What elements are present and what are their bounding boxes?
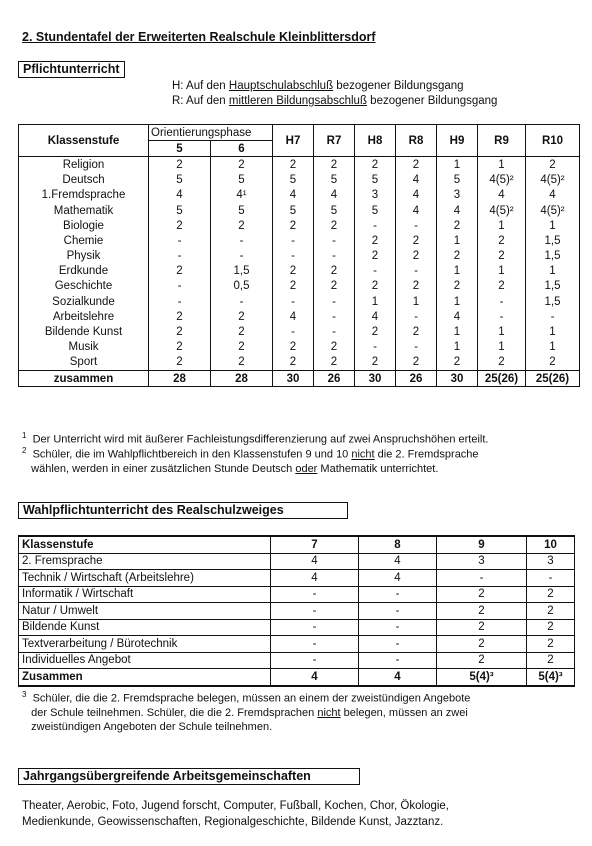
- table-cell: 2: [527, 619, 575, 636]
- table-cell: 2: [314, 340, 355, 355]
- table-cell: 5: [314, 173, 355, 188]
- table-cell: 2: [273, 264, 314, 279]
- table-cell: 5: [437, 173, 478, 188]
- table-cell: 4: [273, 188, 314, 203]
- table-cell: 2: [211, 218, 273, 233]
- table-cell: -: [526, 309, 580, 324]
- row-label: Bildende Kunst: [19, 619, 271, 636]
- table-cell: 4: [437, 309, 478, 324]
- table-cell: -: [273, 294, 314, 309]
- table-cell: 1: [478, 264, 526, 279]
- table-cell: -: [314, 233, 355, 248]
- table-cell: 1: [526, 340, 580, 355]
- table-cell: 2: [273, 355, 314, 371]
- table-cell: 2: [149, 157, 211, 173]
- legend-h-prefix: H: Auf den: [172, 80, 229, 92]
- table-cell: 1: [437, 294, 478, 309]
- table-cell: 5: [273, 173, 314, 188]
- table-row: [19, 355, 580, 371]
- table-cell: 2: [527, 636, 575, 653]
- table-cell: -: [211, 233, 273, 248]
- table-cell: 30: [437, 371, 478, 387]
- row-label: zusammen: [19, 371, 149, 387]
- footnote-mark: 1: [22, 431, 27, 440]
- table-cell: 3: [437, 188, 478, 203]
- table-cell: 1: [396, 294, 437, 309]
- table-row: [19, 218, 580, 233]
- table-cell: 4¹: [211, 188, 273, 203]
- table-cell: -: [271, 586, 359, 603]
- table-cell: -: [314, 249, 355, 264]
- table-cell: 2: [211, 157, 273, 173]
- table-cell: -: [271, 603, 359, 620]
- footnote-3-text-b: der Schule teilnehmen. Schüler, die die 2. Fremdsprachen: [31, 706, 318, 719]
- table2-corner-label: Klassenstufe: [19, 536, 271, 553]
- table-cell: 2: [396, 355, 437, 371]
- table-cell: 2: [478, 355, 526, 371]
- table-cell: 2: [211, 309, 273, 324]
- table-cell: 1: [437, 233, 478, 248]
- table-cell: 30: [355, 371, 396, 387]
- table-cell: 2: [149, 218, 211, 233]
- table-cell: 2: [478, 249, 526, 264]
- table-cell: 2: [396, 279, 437, 294]
- table-cell: 28: [211, 371, 273, 387]
- table-cell: -: [359, 619, 437, 636]
- row-label: Biologie: [19, 218, 149, 233]
- table-cell: 4: [396, 203, 437, 218]
- footnote-1-text: Der Unterricht wird mit äußerer Fachleistungsdifferenzierung auf zwei Anspruchshöhen erteilt.: [32, 433, 489, 446]
- table-cell: 1,5: [526, 233, 580, 248]
- table-cell: 25(26): [478, 371, 526, 387]
- table-row: [19, 157, 580, 173]
- table-cell: 4(5)²: [478, 173, 526, 188]
- table-cell: 2: [314, 264, 355, 279]
- table-cell: 26: [314, 371, 355, 387]
- table-cell: 5(4)³: [437, 669, 527, 686]
- row-label: Zusammen: [19, 669, 271, 686]
- table-cell: 1: [478, 218, 526, 233]
- table1-corner-label: Klassenstufe: [19, 125, 149, 157]
- row-label: Deutsch: [19, 173, 149, 188]
- table-cell: 4: [396, 188, 437, 203]
- table-row: [19, 309, 580, 324]
- table-cell: 2: [314, 157, 355, 173]
- table-cell: 2: [437, 218, 478, 233]
- column-header: 9: [437, 536, 527, 553]
- table-cell: 4: [359, 570, 437, 587]
- table-cell: -: [271, 636, 359, 653]
- table-row: [19, 233, 580, 248]
- legend-h: [172, 79, 464, 94]
- table-total-row: [19, 669, 575, 686]
- row-label: Sozialkunde: [19, 294, 149, 309]
- section-heading-arbeitsgemeinschaften: Jahrgangsübergreifende Arbeitsgemeinschaften: [18, 768, 360, 785]
- table-cell: 1: [437, 340, 478, 355]
- table-cell: 2: [396, 157, 437, 173]
- table-cell: 2: [437, 279, 478, 294]
- row-label: Sport: [19, 355, 149, 371]
- table-cell: 2: [314, 218, 355, 233]
- table-cell: 2: [526, 355, 580, 371]
- table-cell: -: [271, 652, 359, 669]
- table-row: [19, 619, 575, 636]
- table-cell: 2: [314, 279, 355, 294]
- table-cell: -: [355, 340, 396, 355]
- table-cell: 2: [149, 324, 211, 339]
- table-cell: 4: [314, 188, 355, 203]
- table-row: [19, 188, 580, 203]
- table-cell: -: [314, 309, 355, 324]
- table-cell: 2: [211, 340, 273, 355]
- table-cell: -: [527, 570, 575, 587]
- section-heading-pflichtunterricht: Pflichtunterricht: [18, 61, 125, 78]
- table-total-row: [19, 371, 580, 387]
- table-cell: 1,5: [211, 264, 273, 279]
- table-row: [19, 249, 580, 264]
- table-cell: 5: [355, 203, 396, 218]
- table-cell: -: [437, 570, 527, 587]
- table-cell: -: [314, 324, 355, 339]
- table-row: [19, 340, 580, 355]
- row-label: Natur / Umwelt: [19, 603, 271, 620]
- column-header: 7: [271, 536, 359, 553]
- page-title: 2. Stundentafel der Erweiterten Realschule Kleinblittersdorf: [22, 30, 376, 44]
- table-cell: 2: [527, 652, 575, 669]
- table-cell: 2: [437, 652, 527, 669]
- footnote-2-text-b: die 2. Fremdsprache: [374, 448, 479, 461]
- row-label: Erdkunde: [19, 264, 149, 279]
- footnote-3-text-a: Schüler, die die 2. Fremdsprache belegen, müssen an einem der zweistündigen Angebote: [32, 692, 471, 705]
- section-heading-wahlpflicht: Wahlpflichtunterricht des Realschulzweiges: [18, 502, 348, 519]
- table-cell: 2: [478, 279, 526, 294]
- table-row: [19, 570, 575, 587]
- table-cell: 2: [273, 218, 314, 233]
- column-header: R7: [314, 125, 355, 157]
- column-header: 8: [359, 536, 437, 553]
- table-cell: 2: [437, 249, 478, 264]
- table-row: [19, 636, 575, 653]
- table-row: [19, 603, 575, 620]
- table-cell: 4: [359, 553, 437, 570]
- footnote-2-underlined: nicht: [351, 448, 375, 461]
- table-cell: 25(26): [526, 371, 580, 387]
- legend-h-underlined: Hauptschulabschluß: [228, 80, 334, 92]
- table-cell: 2: [396, 324, 437, 339]
- table-cell: 2: [437, 619, 527, 636]
- table-cell: 1: [437, 264, 478, 279]
- table-cell: 5: [314, 203, 355, 218]
- table-cell: 2: [149, 340, 211, 355]
- table-cell: 5: [211, 173, 273, 188]
- footnote-2-text-a: Schüler, die im Wahlpflichtbereich in den Klassenstufen 9 und 10: [32, 448, 352, 461]
- table-cell: 4: [396, 173, 437, 188]
- table-cell: 1: [437, 324, 478, 339]
- ag-list-line: Medienkunde, Geowissenschaften, Regionalgeschichte, Bildende Kunst, Jazztanz.: [22, 816, 444, 828]
- table-cell: 2: [149, 309, 211, 324]
- row-label: Geschichte: [19, 279, 149, 294]
- table-cell: 2: [527, 603, 575, 620]
- table-cell: -: [149, 279, 211, 294]
- table-cell: 5: [273, 203, 314, 218]
- table-cell: -: [359, 603, 437, 620]
- table-cell: 4(5)²: [478, 203, 526, 218]
- table-row: [19, 553, 575, 570]
- table-cell: -: [359, 652, 437, 669]
- table-cell: 5: [355, 173, 396, 188]
- table-cell: 2: [355, 355, 396, 371]
- table-cell: -: [396, 340, 437, 355]
- table-cell: -: [359, 586, 437, 603]
- table-cell: 2: [273, 279, 314, 294]
- column-header: H8: [355, 125, 396, 157]
- table-cell: 26: [396, 371, 437, 387]
- table-cell: 4: [355, 309, 396, 324]
- table-cell: -: [273, 233, 314, 248]
- table-cell: 1,5: [526, 279, 580, 294]
- table-cell: -: [355, 264, 396, 279]
- table-row: [19, 586, 575, 603]
- row-label: Physik: [19, 249, 149, 264]
- table-cell: 4(5)²: [526, 203, 580, 218]
- table-cell: 4: [273, 309, 314, 324]
- table-cell: -: [355, 218, 396, 233]
- table-cell: 2: [355, 249, 396, 264]
- table-cell: -: [211, 294, 273, 309]
- footnote-2-underlined-2: oder: [295, 462, 318, 475]
- table-cell: 3: [527, 553, 575, 570]
- table-cell: 4: [271, 570, 359, 587]
- column-header: H7: [273, 125, 314, 157]
- footnote-mark: 2: [22, 446, 27, 455]
- table-cell: 2: [396, 249, 437, 264]
- table-cell: 3: [355, 188, 396, 203]
- table-cell: 5: [211, 203, 273, 218]
- table-cell: 1,5: [526, 294, 580, 309]
- row-label: Bildende Kunst: [19, 324, 149, 339]
- row-label: Chemie: [19, 233, 149, 248]
- table-cell: 1: [526, 264, 580, 279]
- footnote-3-underlined: nicht: [317, 706, 341, 719]
- ag-list-line: Theater, Aerobic, Foto, Jugend forscht, Computer, Fußball, Kochen, Chor, Ökologie,: [22, 800, 450, 812]
- table-cell: 1: [526, 218, 580, 233]
- table-cell: 2: [527, 586, 575, 603]
- row-label: Technik / Wirtschaft (Arbeitslehre): [19, 570, 271, 587]
- table-cell: 4(5)²: [526, 173, 580, 188]
- footnote-3-text-d: zweistündigen Angeboten der Schule teilnehmen.: [31, 720, 273, 733]
- table-cell: 2: [314, 355, 355, 371]
- table-cell: 2: [273, 340, 314, 355]
- table-cell: -: [273, 324, 314, 339]
- table-cell: 3: [437, 553, 527, 570]
- row-label: Mathematik: [19, 203, 149, 218]
- table-cell: 4: [271, 553, 359, 570]
- table-row: [19, 652, 575, 669]
- table-cell: -: [271, 619, 359, 636]
- table-cell: 2: [526, 157, 580, 173]
- table-row: [19, 203, 580, 218]
- table-cell: 1,5: [526, 249, 580, 264]
- column-header: R8: [396, 125, 437, 157]
- column-header: R9: [478, 125, 526, 157]
- table-cell: 1: [355, 294, 396, 309]
- table-cell: 2: [211, 324, 273, 339]
- row-label: Arbeitslehre: [19, 309, 149, 324]
- table-cell: 1: [437, 157, 478, 173]
- footnote-3: [22, 688, 470, 734]
- table-cell: 2: [355, 157, 396, 173]
- table-cell: 5(4)³: [527, 669, 575, 686]
- table-cell: 2: [437, 586, 527, 603]
- column-header: H9: [437, 125, 478, 157]
- table-cell: 1: [526, 324, 580, 339]
- column-header: 5: [149, 141, 211, 157]
- table-cell: -: [211, 249, 273, 264]
- table-row: [19, 279, 580, 294]
- table-cell: -: [359, 636, 437, 653]
- legend-r-suffix: bezogener Bildungsgang: [366, 95, 498, 107]
- table-row: [19, 173, 580, 188]
- table-cell: 5: [149, 173, 211, 188]
- row-label: Musik: [19, 340, 149, 355]
- table-cell: 1: [478, 324, 526, 339]
- table-cell: -: [396, 218, 437, 233]
- row-label: Individuelles Angebot: [19, 652, 271, 669]
- table-cell: -: [149, 233, 211, 248]
- row-label: 1.Fremdsprache: [19, 188, 149, 203]
- column-header: 10: [527, 536, 575, 553]
- legend-h-suffix: bezogener Bildungsgang: [333, 80, 464, 92]
- table-cell: 2: [273, 157, 314, 173]
- table-cell: 2: [355, 233, 396, 248]
- table-cell: -: [273, 249, 314, 264]
- table-cell: 2: [149, 264, 211, 279]
- table-cell: -: [149, 249, 211, 264]
- table-cell: -: [396, 309, 437, 324]
- row-label: 2. Fremsprache: [19, 553, 271, 570]
- orientierungsphase-label: Orientierungsphase: [149, 125, 273, 141]
- table-cell: -: [478, 294, 526, 309]
- table-row: [19, 264, 580, 279]
- table-cell: -: [149, 294, 211, 309]
- legend-r: [172, 94, 497, 109]
- table-row: [19, 324, 580, 339]
- table-cell: 2: [437, 355, 478, 371]
- table-cell: 2: [437, 636, 527, 653]
- row-label: Textverarbeitung / Bürotechnik: [19, 636, 271, 653]
- table-cell: -: [478, 309, 526, 324]
- table-cell: 1: [478, 157, 526, 173]
- wahlpflicht-table: [18, 535, 575, 687]
- footnote-2-text-c: wählen, werden in einer zusätzlichen Stunde Deutsch: [31, 462, 296, 475]
- table-cell: 2: [355, 279, 396, 294]
- table-cell: 2: [149, 355, 211, 371]
- ag-list: [22, 798, 449, 830]
- row-label: Informatik / Wirtschaft: [19, 586, 271, 603]
- footnote-2-text-d: Mathematik unterrichtet.: [317, 462, 439, 475]
- table-cell: 2: [437, 603, 527, 620]
- table-cell: 4: [478, 188, 526, 203]
- pflicht-table: [18, 124, 580, 387]
- legend-r-prefix: R: Auf den: [172, 95, 229, 107]
- table-cell: 5: [149, 203, 211, 218]
- table-cell: 28: [149, 371, 211, 387]
- column-header: 6: [211, 141, 273, 157]
- footnote-mark: 3: [22, 690, 27, 699]
- legend-r-underlined: mittleren Bildungsabschluß: [228, 95, 367, 107]
- table-cell: -: [314, 294, 355, 309]
- table-cell: 2: [211, 355, 273, 371]
- table-cell: 4: [149, 188, 211, 203]
- table-cell: -: [396, 264, 437, 279]
- table-cell: 1: [478, 340, 526, 355]
- row-label: Religion: [19, 157, 149, 173]
- table-cell: 30: [273, 371, 314, 387]
- footnote-3-text-c: belegen, müssen an zwei: [340, 706, 468, 719]
- table-cell: 2: [478, 233, 526, 248]
- table-cell: 4: [437, 203, 478, 218]
- table-cell: 4: [526, 188, 580, 203]
- table-cell: 0,5: [211, 279, 273, 294]
- table-cell: 4: [271, 669, 359, 686]
- table-cell: 2: [396, 233, 437, 248]
- column-header: R10: [526, 125, 580, 157]
- table-cell: 4: [359, 669, 437, 686]
- table-row: [19, 294, 580, 309]
- table-cell: 2: [355, 324, 396, 339]
- footnote-2: [22, 444, 479, 476]
